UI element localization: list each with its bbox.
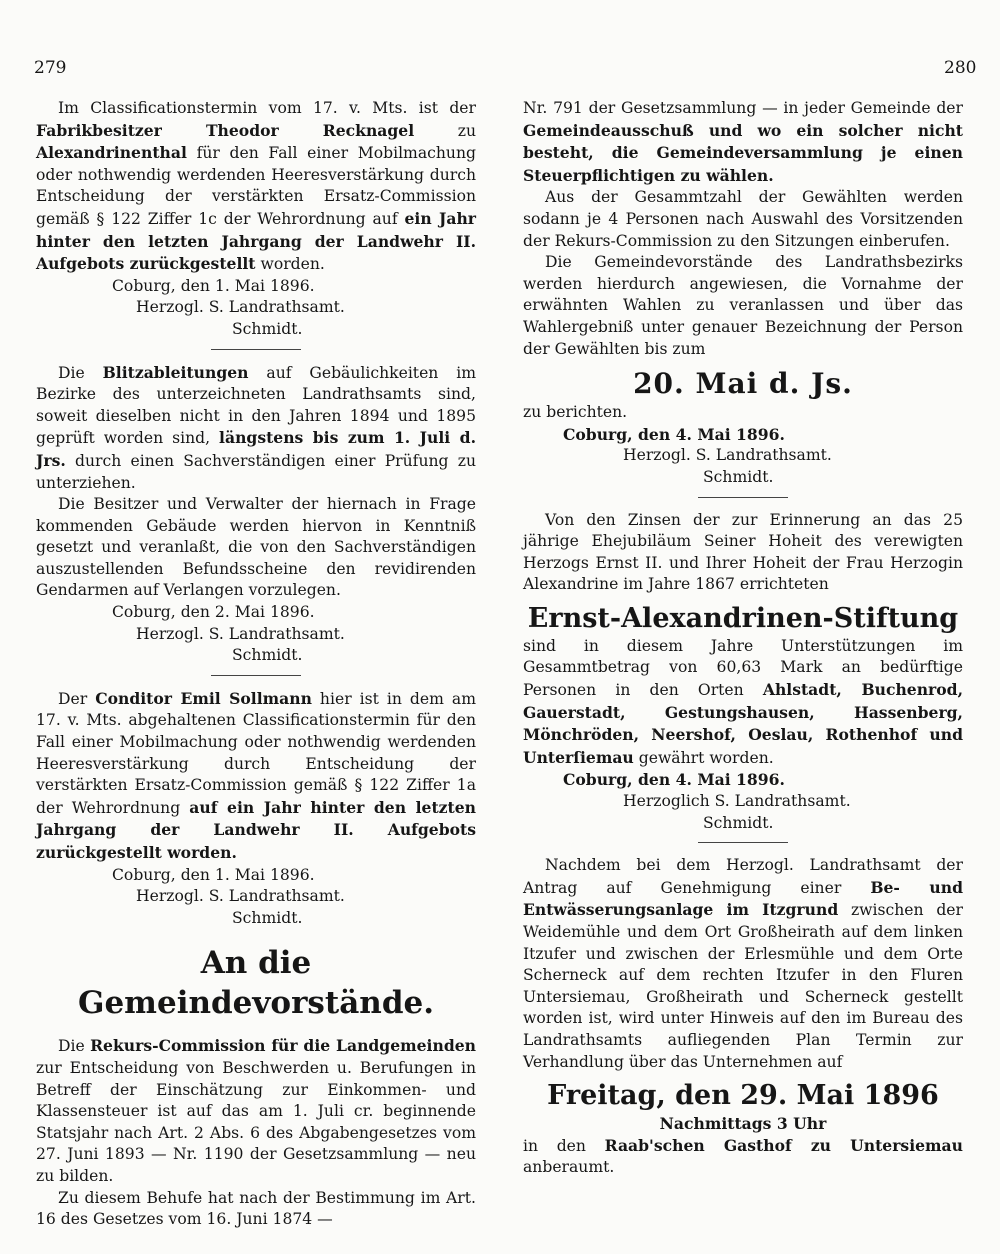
notice-body: Die Rekurs-Commission für die Landgemeinden zur Entscheidung von Beschwerden u. Berufungen in Betreff der Einschätzung zur Einkommen- und Klassensteuer ist auf das am 1. Juli cr. beginnende Statsjahr nach Art. 2 Abs. 6 des Abgabengesetzes vom 27. Juni 1893 — Nr. 1190 der Gesetzsammlung — neu zu bilden. xyxy=(36,1036,476,1185)
notice-body: Der Conditor Emil Sollmann hier ist in dem am 17. v. Mts. abgehaltenen Classificationstermin für den Fall einer Mobilmachung oder nothwendig werdenden Heeresverstärkung durch Entscheidung der verstärkten Ersatz-Commission gemäß § 122 Ziffer 1a der Wehrordnung auf ein Jahr hinter den letzten Jahrgang der Landwehr II. Aufgebots zurückgestellt worden. xyxy=(36,688,476,862)
signature-name: Schmidt. xyxy=(232,646,303,665)
signature-office: Herzogl. S. Landrathsamt. xyxy=(623,446,832,465)
signature-place: Coburg, den 1. Mai 1896. xyxy=(112,865,315,884)
hearing-date: Freitag, den 29. Mai 1896 xyxy=(547,1080,939,1112)
deadline-date: 20. Mai d. Js. xyxy=(633,367,853,401)
notice-body: Nachdem bei dem Herzogl. Landrathsamt der Antrag auf Genehmigung einer Be- und Entwässerungsanlage im Itzgrund zwischen der Weidemühle und dem Ort Großheirath auf dem linken Itzufer und zwischen der Erlesmühle und dem Orte Scherneck auf dem rechten Itzufer in den Fluren Untersiemau, Großheirath und Scherneck gestellt worden ist, wird unter Hinweis auf den im Bureau des Landrathsamts aufliegenden Plan Termin zur Verhandlung über das Unternehmen auf xyxy=(523,856,963,1071)
foundation-name: Ernst-Alexandrinen-Stiftung xyxy=(527,602,959,634)
notice-rekurs-commission xyxy=(36,1035,476,1230)
notice-recknagel xyxy=(36,98,476,341)
notice-paragraph: Aus der Gesammtzahl der Gewählten werden sodann je 4 Personen nach Auswahl des Vorsitzenden der Rekurs-Commission zu den Sitzungen einberufen. xyxy=(523,188,963,250)
divider xyxy=(211,675,301,676)
signature-place: Coburg, den 4. Mai 1896. xyxy=(563,424,785,444)
notice-paragraph: Zu diesem Behufe hat nach der Bestimmung im Art. 16 des Gesetzes vom 16. Juni 1874 — xyxy=(36,1188,476,1229)
notice-blitzableitungen xyxy=(36,362,476,667)
notice-stiftung xyxy=(523,510,963,835)
page-number-left: 279 xyxy=(34,58,67,78)
notice-paragraph: Von den Zinsen der zur Erinnerung an das 25 jährige Ehejubiläum Seiner Hoheit des verewigten Herzogs Ernst II. und Ihrer Hoheit der Frau Herzogin Alexandrine im Jahre 1867 errichteten xyxy=(523,510,963,594)
divider xyxy=(698,842,788,843)
notice-body: Nr. 791 der Gesetzsammlung — in jeder Gemeinde der Gemeindeausschuß und wo ein solcher nicht besteht, die Gemeindeversammlung je einen Steuerpflichtigen zu wählen. xyxy=(523,99,963,185)
notice-paragraph: in den Raab'schen Gasthof zu Untersiemau anberaumt. xyxy=(523,1135,963,1177)
signature-place: Coburg, den 2. Mai 1896. xyxy=(112,603,315,622)
signature-place: Coburg, den 1. Mai 1896. xyxy=(112,276,315,295)
signature-name: Schmidt. xyxy=(232,319,303,338)
page-number-right: 280 xyxy=(944,58,977,78)
signature-name: Schmidt. xyxy=(232,908,303,927)
notice-body: Im Classificationstermin vom 17. v. Mts. ist der Fabrikbesitzer Theodor Recknagel zu Alexandrinenthal für den Fall einer Mobilmachung oder nothwendig werdenden Heeresverstärkung durch Entscheidung der verstärkten Ersatz-Commission gemäß § 122 Ziffer 1c der Wehrordnung auf ein Jahr hinter den letzten Jahrgang der Landwehr II. Aufgebots zurückgestellt worden. xyxy=(36,99,477,274)
divider xyxy=(211,349,301,350)
section-heading: An die Gemeindevorstände. xyxy=(77,945,435,1022)
signature-place: Coburg, den 4. Mai 1896. xyxy=(563,770,785,790)
signature-office: Herzoglich S. Landrathsamt. xyxy=(623,792,851,811)
left-column xyxy=(36,98,476,1248)
divider xyxy=(698,497,788,498)
notice-paragraph: zu berichten. xyxy=(523,403,628,422)
hearing-time: Nachmittags 3 Uhr xyxy=(659,1114,827,1134)
notice-body: Die Blitzableitungen auf Gebäulichkeiten im Bezirke des unterzeichneten Landrathsamts sind, soweit dieselben nicht in den Jahren 1894 und 1895 geprüft worden sind, längstens bis zum 1. Juli d. Jrs. durch einen Sachverständigen einer Prüfung zu unterziehen. xyxy=(36,362,477,492)
notice-body: sind in diesem Jahre Unterstützungen im Gesammtbetrag von 60,63 Mark an bedürftige Personen in den Orten Ahlstadt, Buchenrod, Gauerstadt, Gestungshausen, Hassenberg, Mönchröden, Neershof, Oeslau, Rothenhof und Unterſiemau gewährt worden. xyxy=(523,636,964,767)
signature-office: Herzogl. S. Landrathsamt. xyxy=(136,298,345,317)
notice-rekurs-continued xyxy=(523,98,963,489)
signature-name: Schmidt. xyxy=(703,467,774,486)
notice-paragraph: Die Besitzer und Verwalter der hiernach in Frage kommenden Gebäude werden hiervon in Kenntniß gesetzt und veranlaßt, die von den Sachverständigen auszustellenden Befundsscheine den revidirenden Gendarmen auf Verlangen vorzulegen. xyxy=(36,495,476,600)
notice-entwaesserung xyxy=(523,855,963,1179)
signature-office: Herzogl. S. Landrathsamt. xyxy=(136,624,345,643)
right-column xyxy=(523,98,963,1248)
signature-name: Schmidt. xyxy=(703,813,774,832)
notice-paragraph: Die Gemeindevorstände des Landrathsbezirks werden hierdurch angewiesen, die Vornahme der erwähnten Wahlen zu veranlassen und über das Wahlergebniß unter genauer Bezeichnung der Person der Gewählten bis zum xyxy=(523,253,963,358)
notice-sollmann xyxy=(36,688,476,930)
signature-office: Herzogl. S. Landrathsamt. xyxy=(136,887,345,906)
